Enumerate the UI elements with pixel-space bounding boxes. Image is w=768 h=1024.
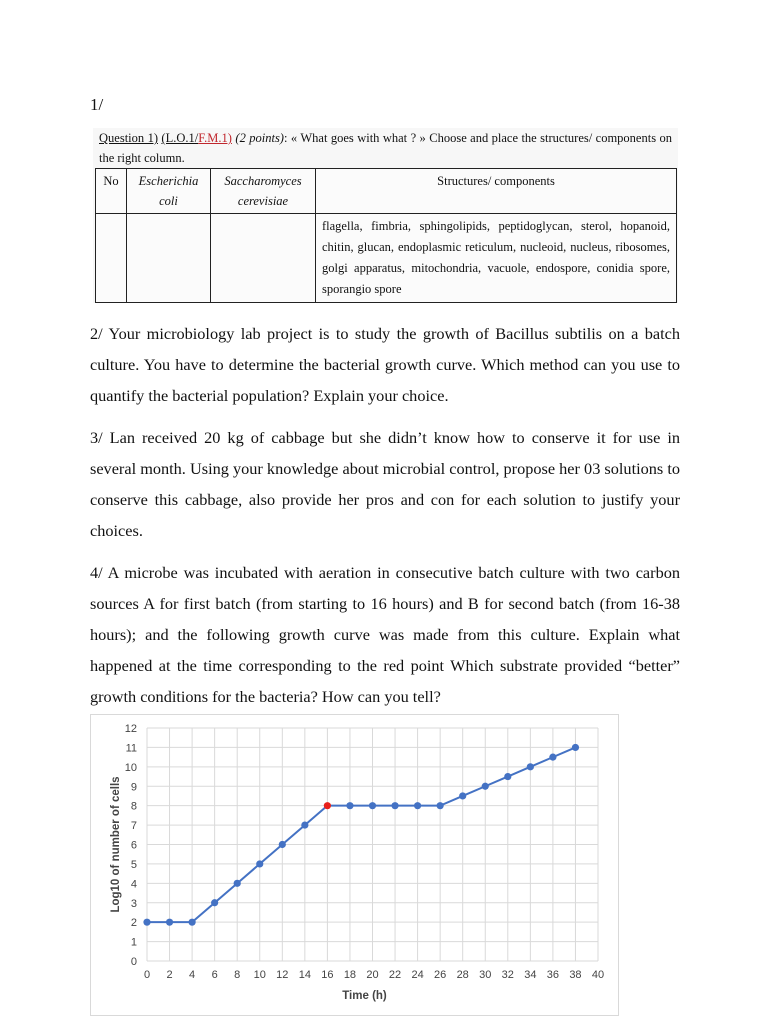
x-tick-label: 4 [189, 969, 196, 981]
points-label: (2 points) [235, 131, 284, 145]
data-point [369, 802, 376, 809]
data-point [256, 860, 263, 867]
x-axis-label: Time (h) [342, 990, 387, 1002]
data-point [482, 783, 489, 790]
y-tick-label: 10 [124, 761, 137, 774]
question-3: 3/ Lan received 20 kg of cabbage but she didn’t know how to conserve it for use in several month. Using your knowledge about microbial control, propose her 03 solutions to conserve this cabbage, also provide her pros and con for each solution to justify your choices. [90, 428, 680, 540]
x-tick-label: 26 [434, 969, 447, 981]
question-1-table [95, 168, 677, 303]
x-tick-label: 28 [456, 969, 469, 981]
question-2: 2/ Your microbiology lab project is to study the growth of Bacillus subtilis on a batch culture. You have to determine the bacterial growth curve. Which method can you use to quantify the bacterial population? Explain your choice. [90, 324, 680, 405]
question-1-block [93, 128, 678, 303]
y-tick-label: 5 [130, 858, 137, 871]
y-tick-label: 4 [130, 878, 137, 891]
x-tick-label: 2 [166, 969, 173, 981]
x-tick-label: 8 [234, 969, 241, 981]
x-tick-label: 0 [143, 969, 151, 981]
question-1-instruction: : « What goes with what ? » Choose and place the structures/ components on the right column. [99, 131, 672, 165]
learning-outcome: (L.O.1/ [161, 131, 199, 145]
data-point [143, 919, 150, 926]
data-point [504, 773, 511, 780]
data-point [459, 792, 466, 799]
x-tick-label: 12 [276, 969, 289, 981]
header-s-cerevisiae: Saccharomyces cerevisiae [211, 169, 316, 214]
x-tick-label: 20 [366, 969, 379, 981]
y-tick-label: 9 [130, 781, 137, 794]
data-point [549, 754, 556, 761]
header-e-coli: Escherichia coli [127, 169, 211, 214]
data-point [572, 744, 579, 751]
structures-list: flagella, fimbria, sphingolipids, peptidoglycan, sterol, hopanoid, chitin, glucan, endoplasmic reticulum, nucleoid, nucleus, ribosomes, golgi apparatus, mitochondria, vacuole, endospore, conidia spore, sporangio spore [316, 214, 677, 303]
section-number: 1/ [90, 95, 104, 114]
growth-curve-chart [90, 714, 619, 1016]
question-1-label: Question 1) [99, 131, 158, 145]
data-point [279, 841, 286, 848]
data-point [211, 899, 218, 906]
data-point-highlight [324, 802, 331, 809]
data-point [437, 802, 444, 809]
data-point [234, 880, 241, 887]
y-tick-label: 8 [130, 800, 137, 813]
y-tick-label: 11 [125, 742, 137, 755]
x-tick-label: 34 [524, 969, 537, 981]
question-4: 4/ A microbe was incubated with aeration in consecutive batch culture with two carbon sources A for first batch (from starting to 16 hours) and B for second batch (from 16-38 hours); and the following growth curve was made from this culture. Explain what happened at the time corresponding to the red point Which substrate provided “better” growth conditions for the bacteria? How can you tell? [90, 563, 680, 706]
data-point [414, 802, 421, 809]
x-tick-label: 22 [388, 969, 402, 981]
x-tick-label: 24 [411, 969, 424, 981]
question-1-title [93, 128, 678, 168]
data-point [166, 919, 173, 926]
cell-s-cerevisiae [211, 214, 316, 303]
data-point [301, 821, 308, 828]
header-structures: Structures/ components [316, 169, 677, 214]
x-tick-label: 10 [253, 969, 266, 981]
header-no: No [96, 169, 127, 214]
data-point [391, 802, 398, 809]
y-tick-label: 12 [124, 723, 137, 735]
table-header-row [96, 169, 677, 214]
y-tick-label: 3 [130, 897, 137, 910]
table-row [96, 214, 677, 303]
x-tick-label: 40 [591, 969, 605, 981]
x-tick-label: 38 [569, 969, 582, 981]
y-axis-label: Log10 of number of cells [110, 776, 122, 913]
fm-reference: F.M.1) [198, 131, 232, 145]
x-tick-label: 14 [298, 969, 311, 981]
growth-series-line [147, 747, 575, 922]
y-tick-label: 2 [130, 917, 137, 930]
y-tick-label: 7 [130, 820, 137, 833]
cell-e-coli [127, 214, 211, 303]
data-point [346, 802, 353, 809]
data-point [189, 919, 196, 926]
x-tick-label: 30 [479, 969, 492, 981]
x-tick-label: 36 [546, 969, 560, 981]
cell-no [96, 214, 127, 303]
x-tick-label: 32 [501, 969, 514, 981]
y-tick-label: 6 [130, 839, 137, 852]
data-point [527, 763, 534, 770]
chart-svg [91, 715, 618, 1015]
x-tick-label: 18 [343, 969, 357, 981]
y-tick-label: 0 [130, 956, 137, 968]
x-tick-label: 6 [211, 969, 218, 981]
y-tick-label: 1 [130, 936, 137, 949]
x-tick-label: 16 [321, 969, 334, 981]
